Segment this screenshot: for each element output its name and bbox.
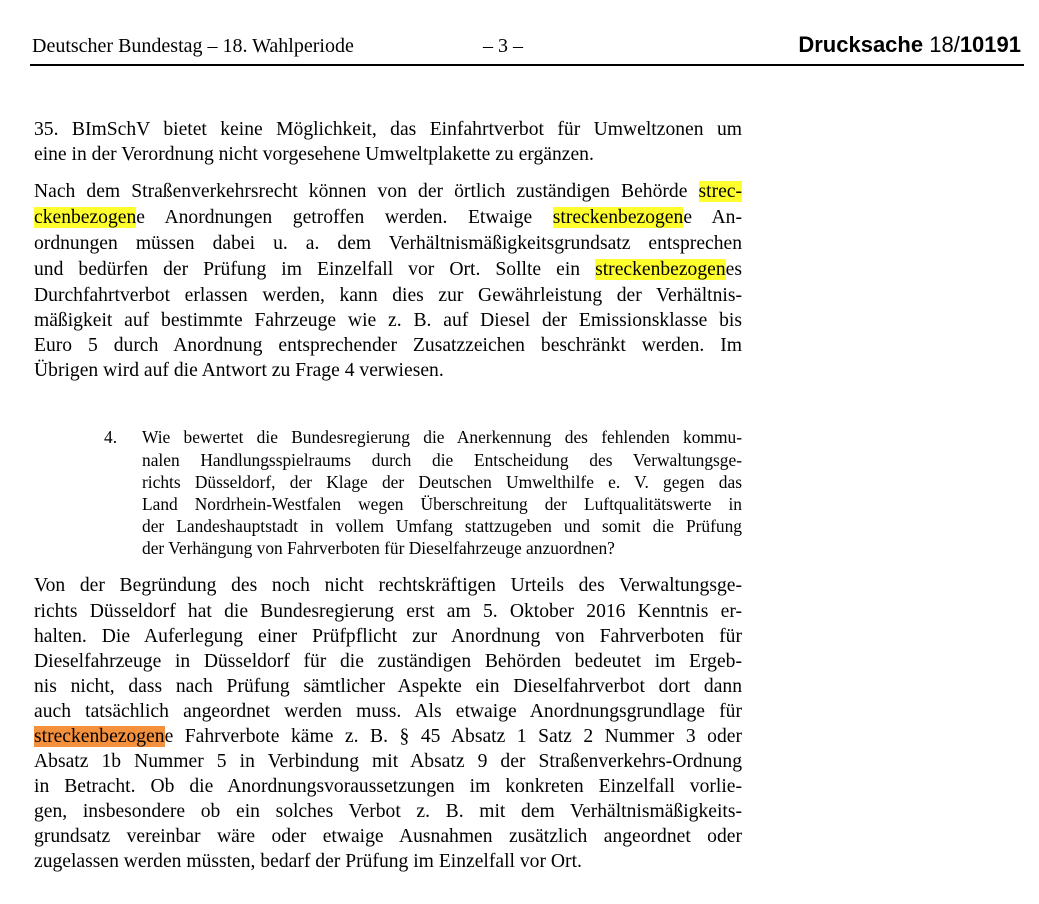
para3-line: gen, insbesondere ob ein solches Verbot z. B. mit dem Verhältnismäßigkeits- — [34, 801, 742, 822]
highlight-search-term: streckenbezogen — [595, 259, 726, 280]
para1-line: eine in der Verordnung nicht vorgesehene Umweltplakette zu ergänzen. — [34, 144, 594, 165]
para2-text: Nach dem Straßenverkehrsrecht können von der örtlich zuständigen Behörde — [34, 181, 688, 202]
question-line: richts Düsseldorf, der Klage der Deutschen Umwelthilfe e. V. gegen das — [142, 472, 742, 492]
para2-line: Euro 5 durch Anordnung entsprechender Zusatzzeichen beschränkt werden. Im — [34, 335, 742, 356]
para2-text: und bedürfen der Prüfung im Einzelfall vor Ort. Sollte ein — [34, 259, 581, 280]
para1-line: 35. BImSchV bietet keine Möglichkeit, das Einfahrtverbot für Umweltzonen um — [34, 119, 742, 140]
header-page-number: – 3 – — [483, 35, 523, 57]
para3-line: zugelassen werden müssten, bedarf der Prüfung im Einzelfall vor Ort. — [34, 851, 582, 872]
para3-line: Absatz 1b Nummer 5 in Verbindung mit Absatz 9 der Straßenverkehrs-Ordnung — [34, 751, 742, 772]
question-line: Wie bewertet die Bundesregierung die Anerkennung des fehlenden kommu- — [142, 427, 742, 447]
para3-line: Von der Begründung des noch nicht rechtskräftigen Urteils des Verwaltungsge- — [34, 575, 742, 596]
question-number: 4. — [104, 427, 118, 447]
highlight-current-match: streckenbezogen — [34, 726, 165, 747]
header-drucksache-label: Drucksache — [798, 32, 924, 57]
para2-text: e Anordnungen getroffen werden. Etwaige — [136, 207, 533, 228]
para3-line — [34, 725, 742, 749]
question-line: nalen Handlungsspielraums durch die Entscheidung des Verwaltungsge- — [142, 450, 742, 470]
para3-line: in Betracht. Ob die Anordnungsvoraussetzungen im konkreten Einzelfall vorlie- — [34, 776, 742, 797]
para2-line: ordnungen müssen dabei u. a. dem Verhältnismäßigkeitsgrundsatz entsprechen — [34, 233, 742, 254]
highlight-search-term: strec- — [698, 181, 743, 202]
highlight-search-term: streckenbezogen — [552, 207, 684, 228]
para2-text: es — [725, 259, 742, 280]
header-drucksache-number: 10191 — [959, 32, 1021, 57]
para2-line: Übrigen wird auf die Antwort zu Frage 4 verwiesen. — [34, 360, 444, 381]
question-line: Land Nordrhein-Westfalen wegen Überschreitung der Luftqualitätswerte in — [142, 494, 742, 514]
para3-line: grundsatz vereinbar wäre oder etwaige Ausnahmen zusätzlich angeordnet oder — [34, 826, 742, 847]
highlight-search-term: ckenbezogen — [34, 207, 137, 228]
para2-line — [34, 180, 742, 204]
para2-line — [34, 206, 742, 230]
para2-text: e An- — [683, 207, 742, 228]
para2-line: mäßigkeit auf bestimmte Fahrzeuge wie z. B. auf Diesel der Emissionsklasse bis — [34, 310, 742, 331]
para3-line: auch tatsächlich angeordnet werden muss. Als etwaige Anordnungsgrundlage für — [34, 701, 742, 722]
header-document-number — [798, 32, 1021, 58]
header-rule — [30, 64, 1024, 66]
para2-line — [34, 258, 742, 282]
header-parliament-term: Deutscher Bundestag – 18. Wahlperiode — [32, 35, 354, 57]
para3-line: Dieselfahrzeuge in Düsseldorf für die zuständigen Behörden bedeutet im Ergeb- — [34, 651, 742, 672]
header-drucksache-prefix: 18/ — [929, 32, 960, 57]
question-line: der Verhängung von Fahrverboten für Dieselfahrzeuge anzuordnen? — [142, 538, 615, 558]
para3-text: e Fahrverbote käme z. B. § 45 Absatz 1 Satz 2 Nummer 3 oder — [164, 726, 742, 747]
para2-line: Durchfahrtverbot erlassen werden, kann dies zur Gewährleistung der Verhältnis- — [34, 285, 742, 306]
para3-line: halten. Die Auferlegung einer Prüfpflicht zur Anordnung von Fahrverboten für — [34, 626, 742, 647]
question-line: der Landeshauptstadt in vollem Umfang stattzugeben und somit die Prüfung — [142, 516, 742, 536]
para3-line: richts Düsseldorf hat die Bundesregierung erst am 5. Oktober 2016 Kenntnis er- — [34, 601, 742, 622]
para3-line: nis nicht, dass nach Prüfung sämtlicher Aspekte ein Dieselfahrverbot dort dann — [34, 676, 742, 697]
